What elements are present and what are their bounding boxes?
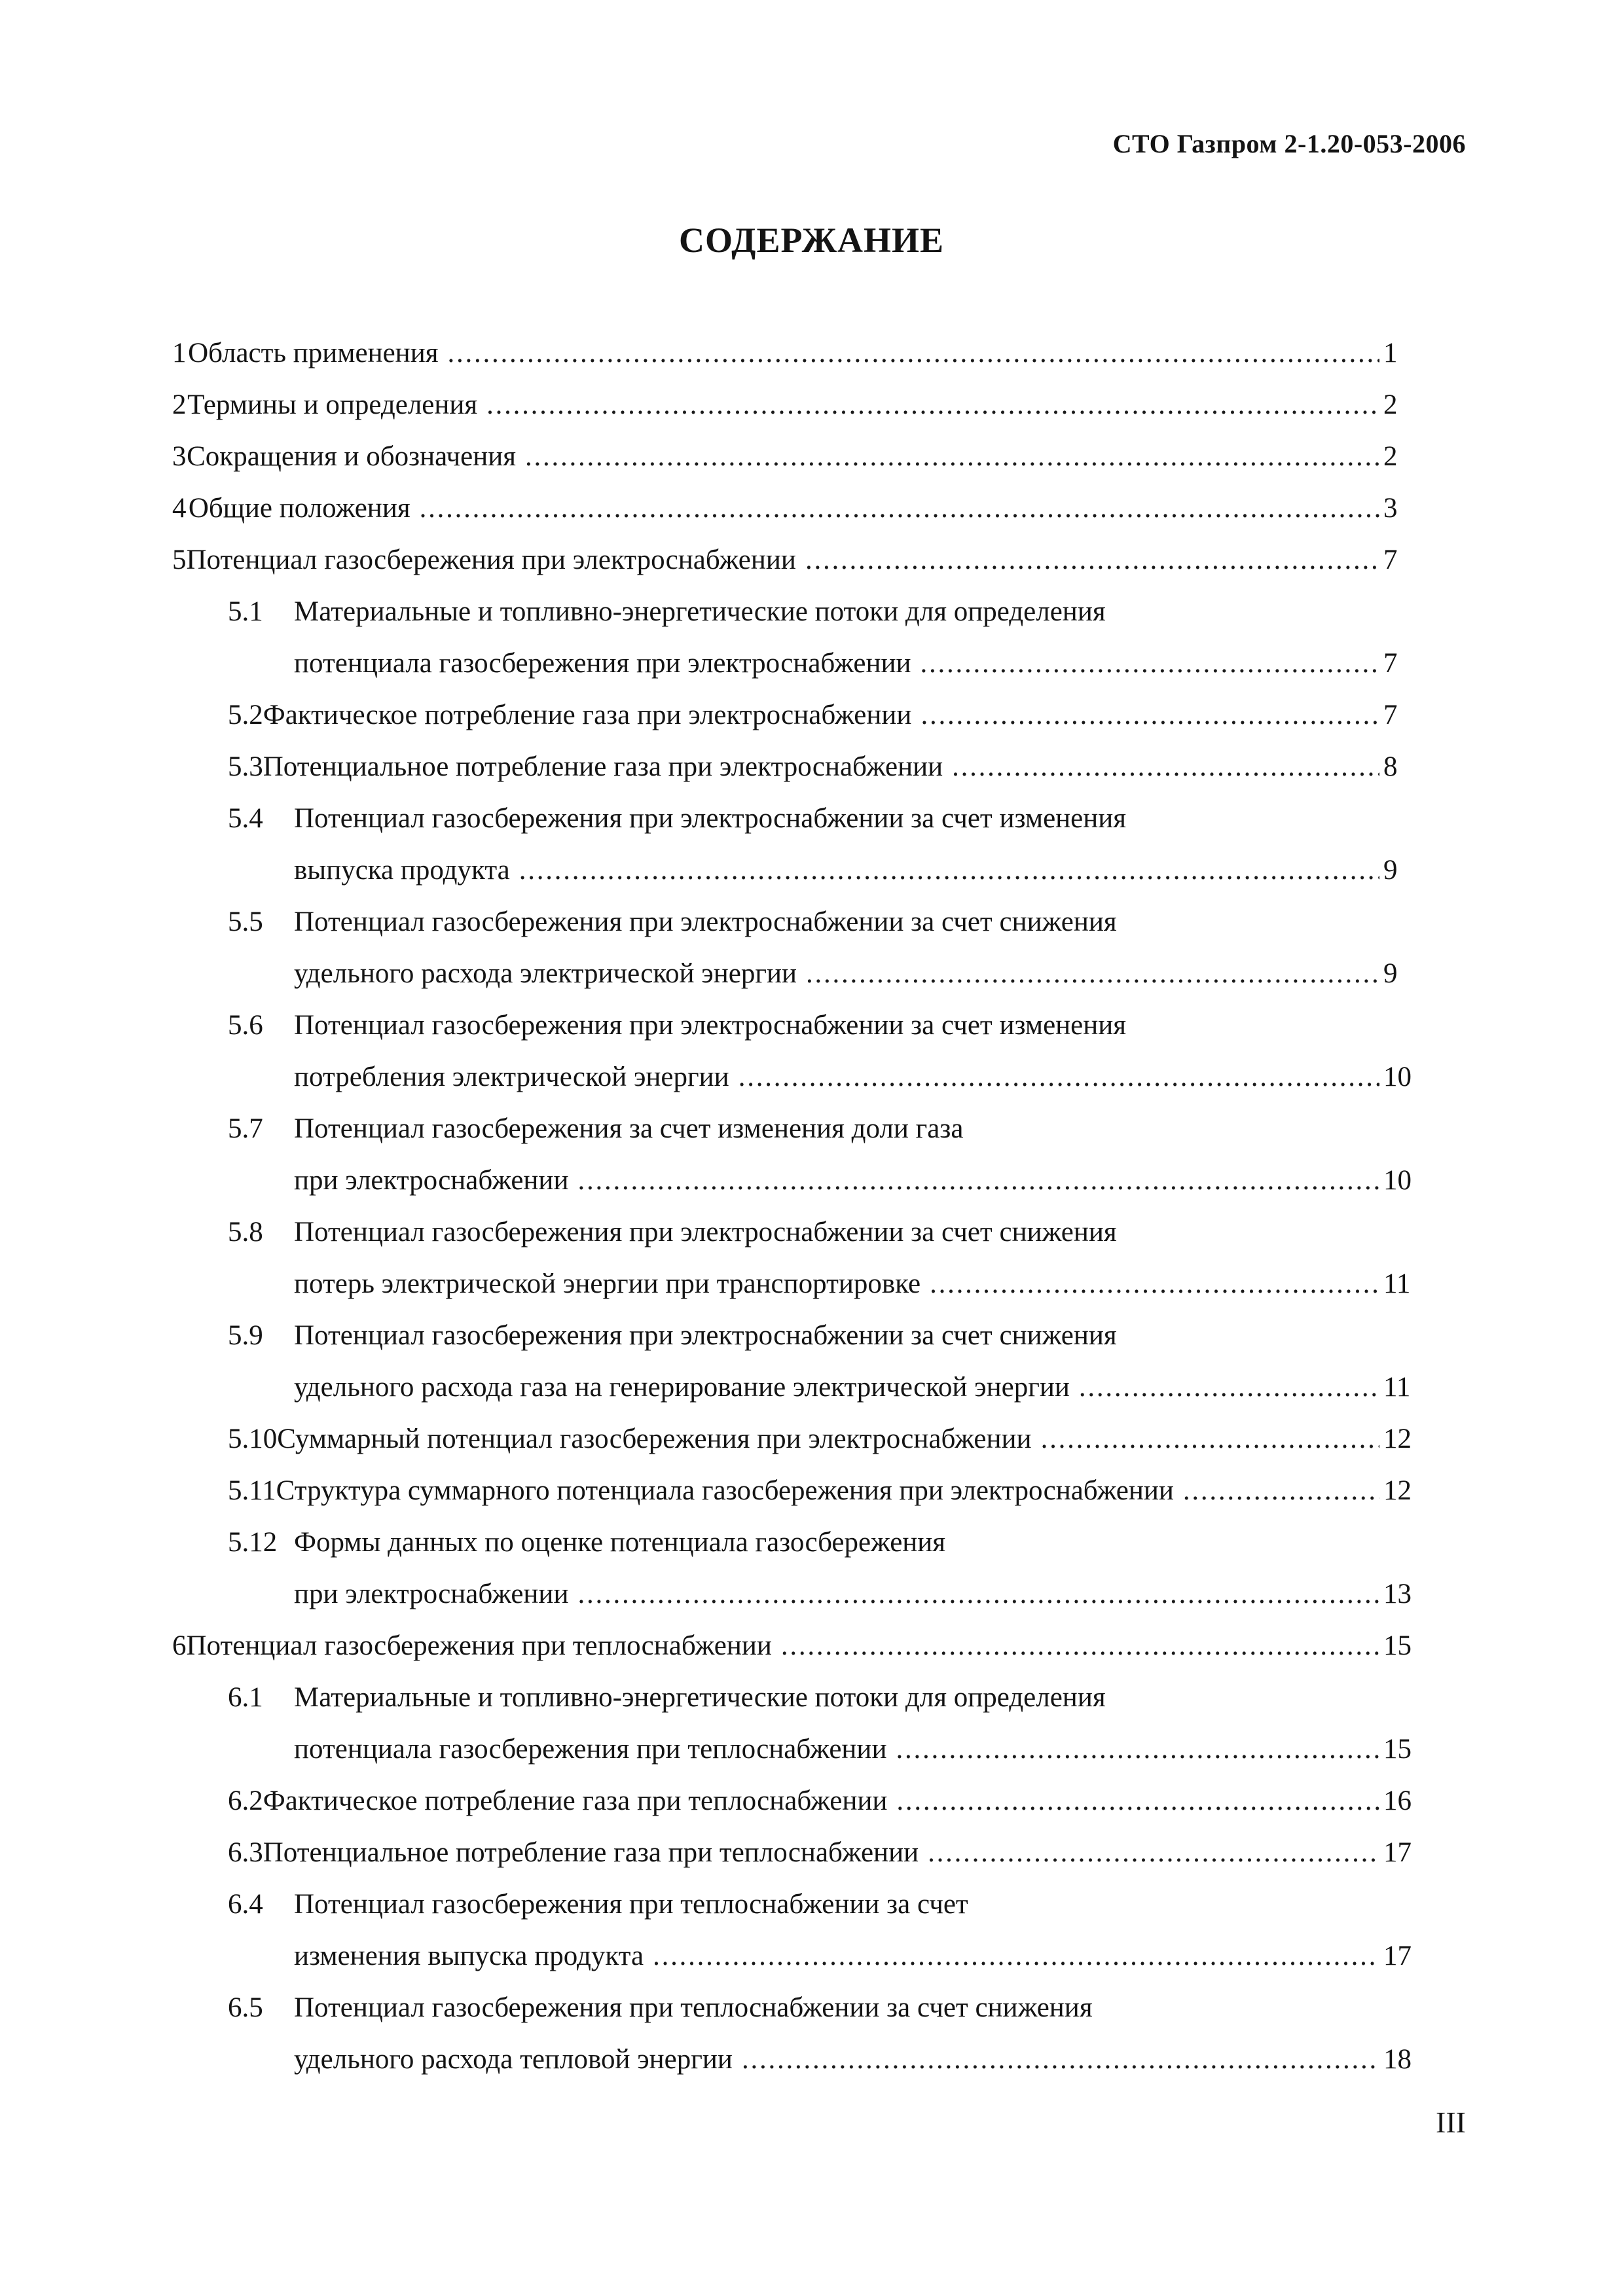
toc-entry-number: 5.2 [228,700,263,730]
toc-subentry[interactable] [172,1982,1423,2034]
toc-entry-number: 4 [172,493,187,524]
toc-entry-title: удельного расхода газа на генерирование электрической энергии [294,1372,1070,1403]
toc-entry-title: Потенциал газосбережения при теплоснабжении за счет снижения [294,1992,1093,2023]
toc-entry-title: Фактическое потребление газа при электроснабжении [263,700,912,730]
document-code: СТО Газпром 2-1.20-053-2006 [1112,129,1466,158]
toc-entry-title: Материальные и топливно-энергетические потоки для определения [294,1682,1106,1713]
toc-subentry-continuation[interactable] [172,1723,1423,1775]
toc-entry-title: потенциала газосбережения при теплоснабжении [294,1734,887,1765]
toc-entry-page: 17 [1383,1941,1412,1971]
dot-leader [1079,1361,1379,1413]
dot-leader [928,1827,1379,1878]
dot-leader [896,1723,1379,1775]
toc-entry[interactable] [172,482,1423,534]
dot-leader [805,534,1379,586]
toc-entry-number: 6.4 [228,1889,263,1920]
toc-subentry[interactable] [172,999,1423,1051]
toc-entry-title: Потенциал газосбережения при электроснабжении за счет снижения [294,1217,1117,1247]
dot-leader [420,482,1379,534]
toc-entry-title: Потенциал газосбережения при теплоснабжении [186,1630,772,1661]
dot-leader [739,1051,1379,1103]
toc-entry-page: 3 [1383,493,1398,524]
page-number: III [1436,2106,1466,2139]
toc-entry-page: 7 [1383,648,1398,679]
toc-entry[interactable] [172,1620,1423,1672]
toc-entry-number: 6.5 [228,1992,263,2023]
toc-entry-page: 10 [1383,1165,1412,1196]
toc-entry-title: Потенциальное потребление газа при электроснабжении [263,751,943,782]
toc-entry-title: Фактическое потребление газа при теплоснабжении [263,1785,888,1816]
toc-subentry[interactable] [172,1413,1423,1465]
toc-entry-page: 7 [1383,700,1398,730]
toc-entry-title: Потенциал газосбережения при электроснабжении за счет изменения [294,803,1127,834]
toc-entry-title: Потенциал газосбережения при теплоснабжении за счет [294,1889,968,1920]
toc-subentry-continuation[interactable] [172,1258,1423,1310]
toc-entry-number: 5.5 [228,906,263,937]
toc-entry-number: 2 [172,389,187,420]
dot-leader [921,689,1379,741]
toc-entry-title: Материальные и топливно-энергетические потоки для определения [294,596,1106,627]
toc-subentry-continuation[interactable] [172,1051,1423,1103]
toc-subentry[interactable] [172,1310,1423,1361]
toc-entry-page: 11 [1383,1268,1411,1299]
toc-entry-title: Потенциал газосбережения при электроснабжении за счет изменения [294,1010,1127,1041]
toc-entry-title: Потенциальное потребление газа при теплоснабжении [263,1837,919,1868]
toc-entry-number: 1 [172,338,187,368]
dot-leader [577,1568,1379,1620]
toc-entry[interactable] [172,379,1423,431]
dot-leader [930,1258,1379,1310]
toc-entry-title: потребления электрической энергии [294,1062,729,1092]
dot-leader [952,741,1379,793]
toc-entry-page: 9 [1383,958,1398,989]
toc-entry-title: Потенциал газосбережения при электроснабжении [186,545,796,575]
toc-entry-title: при электроснабжении [294,1579,569,1609]
toc-entry-number: 5.9 [228,1320,263,1351]
toc-entry-number: 5.7 [228,1113,263,1144]
toc-entry-title: при электроснабжении [294,1165,569,1196]
toc-entry-page: 2 [1383,389,1398,420]
toc-entry-title: Суммарный потенциал газосбережения при электроснабжении [277,1424,1032,1454]
toc-subentry[interactable] [172,896,1423,948]
toc-entry-number: 5.8 [228,1217,263,1247]
toc-entry-title: Потенциал газосбережения при электроснабжении за счет снижения [294,906,1117,937]
toc-entry-number: 5.12 [228,1527,278,1558]
toc-entry-page: 12 [1383,1424,1412,1454]
toc-subentry-continuation[interactable] [172,637,1423,689]
toc-entry-title: удельного расхода тепловой энергии [294,2044,733,2075]
toc-subentry-continuation[interactable] [172,1568,1423,1620]
dot-leader [577,1155,1379,1206]
toc-subentry[interactable] [172,1206,1423,1258]
toc-entry-title: потенциала газосбережения при электроснабжении [294,648,911,679]
toc-entry-page: 7 [1383,545,1398,575]
table-of-contents [172,327,1423,2085]
toc-entry-number: 6.2 [228,1785,263,1816]
toc-entry-number: 5.10 [228,1424,278,1454]
toc-entry-number: 5.4 [228,803,263,834]
toc-entry-title: выпуска продукта [294,855,510,886]
toc-entry-number: 3 [172,441,187,472]
toc-subentry[interactable] [172,1878,1423,1930]
toc-entry-page: 1 [1383,338,1398,368]
toc-entry-number: 6 [172,1630,187,1661]
dot-leader [896,1775,1379,1827]
toc-subentry-continuation[interactable] [172,844,1423,896]
toc-entry[interactable] [172,327,1423,379]
dot-leader [519,844,1379,896]
toc-entry-title: Общие положения [188,493,410,524]
toc-entry-page: 17 [1383,1837,1412,1868]
toc-subentry[interactable] [172,1827,1423,1878]
dot-leader [1183,1465,1379,1516]
toc-entry-title: Потенциал газосбережения за счет изменения доли газа [294,1113,964,1144]
toc-subentry[interactable] [172,586,1423,637]
toc-subentry[interactable] [172,1672,1423,1723]
page-title: СОДЕРЖАНИЕ [679,221,944,260]
toc-subentry[interactable] [172,1103,1423,1155]
toc-entry-page: 2 [1383,441,1398,472]
toc-entry-title: Сокращения и обозначения [187,441,517,472]
toc-entry-title: потерь электрической энергии при транспортировке [294,1268,921,1299]
dot-leader [486,379,1379,431]
toc-entry-number: 5 [172,545,187,575]
toc-entry-number: 6.1 [228,1682,263,1713]
dot-leader [653,1930,1379,1982]
toc-subentry-continuation[interactable] [172,2034,1423,2085]
toc-entry[interactable] [172,431,1423,482]
toc-entry-page: 15 [1383,1630,1412,1661]
dot-leader [448,327,1380,379]
toc-entry-title: Область применения [188,338,439,368]
toc-entry-number: 5.11 [228,1475,276,1506]
toc-entry-page: 10 [1383,1062,1412,1092]
dot-leader [742,2034,1379,2085]
dot-leader [1041,1413,1379,1465]
toc-entry-page: 12 [1383,1475,1412,1506]
toc-entry[interactable] [172,534,1423,586]
toc-entry-title: Термины и определения [187,389,478,420]
toc-subentry-continuation[interactable] [172,1155,1423,1206]
dot-leader [781,1620,1379,1672]
toc-entry-title: изменения выпуска продукта [294,1941,644,1971]
toc-entry-page: 16 [1383,1785,1412,1816]
toc-subentry[interactable] [172,689,1423,741]
toc-entry-page: 8 [1383,751,1398,782]
toc-entry-title: Формы данных по оценке потенциала газосбережения [294,1527,946,1558]
toc-entry-page: 15 [1383,1734,1412,1765]
toc-subentry-continuation[interactable] [172,1361,1423,1413]
toc-entry-page: 9 [1383,855,1398,886]
dot-leader [525,431,1379,482]
toc-entry-number: 5.6 [228,1010,263,1041]
toc-entry-page: 18 [1383,2044,1412,2075]
toc-subentry[interactable] [172,793,1423,844]
toc-entry-number: 5.1 [228,596,263,627]
toc-entry-number: 5.3 [228,751,263,782]
toc-subentry[interactable] [172,1775,1423,1827]
toc-subentry[interactable] [172,1516,1423,1568]
toc-subentry-continuation[interactable] [172,1930,1423,1982]
toc-entry-page: 13 [1383,1579,1412,1609]
toc-entry-title: Потенциал газосбережения при электроснабжении за счет снижения [294,1320,1117,1351]
dot-leader [920,637,1379,689]
toc-entry-title: удельного расхода электрической энергии [294,958,797,989]
toc-entry-page: 11 [1383,1372,1411,1403]
dot-leader [806,948,1379,999]
toc-entry-title: Структура суммарного потенциала газосбережения при электроснабжении [276,1475,1174,1506]
toc-subentry[interactable] [172,741,1423,793]
toc-subentry-continuation[interactable] [172,948,1423,999]
toc-subentry[interactable] [172,1465,1423,1516]
toc-entry-number: 6.3 [228,1837,263,1868]
